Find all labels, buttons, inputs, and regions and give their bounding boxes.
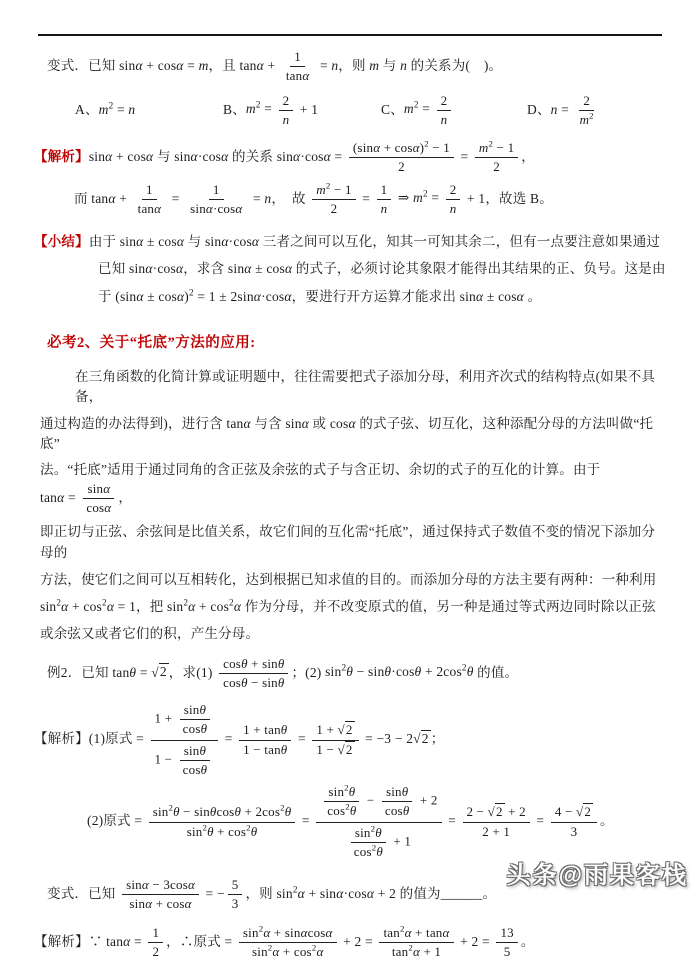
fraction-numerator: [382, 784, 412, 802]
method-paragraph-line3: [34, 460, 666, 518]
math-expression: $m^2$ =: [246, 101, 276, 116]
math-expression: 13: [500, 925, 513, 940]
math-expression: tanα: [138, 201, 162, 216]
text-run: 于: [98, 289, 115, 304]
math-expression: + 1: [463, 190, 485, 205]
math-expression: sinα ± cosα: [460, 289, 524, 304]
text-run: 与: [153, 149, 174, 164]
fraction-denominator: [125, 895, 195, 912]
math-expression: tanα: [286, 68, 310, 83]
text-run: 而: [74, 190, 91, 205]
fraction-numerator: [180, 743, 210, 761]
fraction-numerator: [148, 925, 163, 943]
math-expression: $\sin^2\theta - \sin\theta\cdot\cos\theta + 2\cos^2\theta$: [325, 664, 473, 679]
text-run: 。: [600, 813, 614, 828]
fraction: [149, 804, 296, 840]
math-expression: tanα =: [40, 490, 79, 505]
analysis1-line1: [34, 139, 666, 177]
example2-analysis-part1: [34, 700, 666, 780]
math-expression: 1: [294, 49, 301, 64]
math-expression: sinα·cosα: [174, 149, 228, 164]
text-run: 或: [309, 416, 330, 431]
fraction: [551, 804, 597, 840]
top-rule: [38, 34, 662, 36]
math-expression: $\cos^2\theta$: [354, 844, 383, 859]
fraction-numerator: [579, 93, 594, 111]
text-run: ， 故: [271, 190, 309, 205]
text-run: ，∴原式: [166, 933, 221, 948]
option-A: [75, 100, 223, 120]
math-expression: $\sin^2\theta - \sin\theta\cos\theta + 2\cos^2\theta$: [153, 804, 292, 819]
math-expression: $\sin^2\alpha + \cos^2\alpha = 1$: [40, 599, 136, 614]
text-run: ，且: [209, 58, 240, 73]
fraction-numerator: [312, 182, 355, 200]
fraction-numerator: [239, 722, 291, 740]
math-expression: 1 + √2: [316, 721, 354, 737]
math-expression: $m^2 - 1$: [479, 140, 514, 155]
math-expression: =: [221, 731, 236, 746]
math-expression: 2: [450, 182, 457, 197]
fraction-denominator: [381, 802, 414, 819]
text-run: 由于: [89, 234, 120, 249]
text-run: ______: [441, 886, 483, 901]
text-run: ，故选 B。: [485, 190, 553, 205]
fraction-numerator: [312, 722, 358, 740]
math-expression: $\cos^2\theta$: [327, 803, 356, 818]
text-run: ，: [521, 149, 535, 164]
math-expression: n: [441, 112, 448, 127]
text-run: 的关系为( )。: [407, 58, 502, 73]
fraction-numerator: [83, 481, 114, 499]
math-expression: sinθ: [184, 702, 206, 717]
math-expression: cosθ: [385, 803, 410, 818]
section-label: 【小结】: [34, 234, 89, 249]
text-run: 【解析】(1)原式: [34, 731, 133, 746]
math-expression: =: [445, 813, 460, 828]
analysis1-line2: [34, 181, 666, 219]
fraction-numerator: [180, 702, 210, 720]
math-expression: sinα ± cosα: [120, 234, 184, 249]
fraction-denominator: [489, 158, 504, 175]
math-expression: cosθ + sinθ: [223, 656, 284, 671]
text-run: 例2．已知: [47, 664, 112, 679]
math-expression: $\tan^2\alpha + 1$: [392, 944, 441, 959]
summary-line3: [34, 287, 666, 307]
text-run: ，求含: [183, 261, 228, 276]
text-run: 的式子弦、切互化，这种添配分母的方法叫做“托底”: [40, 416, 653, 451]
math-expression: 2: [398, 159, 405, 174]
math-expression: sinα: [285, 416, 309, 431]
math-expression: n: [450, 201, 457, 216]
math-expression: 1 − √2: [316, 741, 354, 757]
math-expression: =: [131, 813, 146, 828]
math-expression: 2: [283, 93, 290, 108]
math-expression: =: [457, 149, 472, 164]
fraction-numerator: [142, 182, 157, 200]
fraction: [179, 743, 212, 779]
fraction-denominator: [179, 761, 212, 778]
math-expression: =: [533, 813, 548, 828]
text-run: ；: [431, 731, 445, 746]
options-row: [34, 92, 666, 130]
math-expression: 4 − √2: [555, 803, 593, 819]
text-run: ，把: [136, 599, 167, 614]
text-run: 法。“托底”适用于通过同角的含正弦及余弦的式子与含正切、余切的式子的互化的计算。由于: [40, 462, 600, 477]
fraction: [381, 784, 414, 820]
fraction: [239, 722, 291, 758]
option-C: [381, 92, 527, 130]
text-run: 或余弦又或者它们的积，产生分母。: [40, 626, 259, 641]
math-expression: 3: [232, 896, 239, 911]
text-run: 。: [524, 289, 541, 304]
math-expression: + 1: [390, 833, 411, 848]
math-expression: sinθ: [386, 784, 408, 799]
text-run: ，求(1): [169, 664, 216, 679]
fraction-numerator: [151, 701, 219, 741]
method-paragraph-line6: [34, 597, 666, 617]
math-expression: sinα − 3cosα: [126, 877, 195, 892]
text-run: 的式子，必须讨论其象限才能得出其结果的正、负号。这是由: [292, 261, 665, 276]
math-expression: =: [298, 813, 313, 828]
method-paragraph-line7: [34, 624, 666, 644]
math-expression: 1 + tanθ: [243, 722, 287, 737]
math-expression: sinα·cosα =: [277, 149, 346, 164]
fraction: [496, 925, 517, 961]
text-run: 的值。: [474, 664, 519, 679]
math-expression: 1 −: [155, 751, 176, 766]
fraction-denominator: [239, 741, 291, 758]
math-expression: $\sin^2\alpha + \sin\alpha\cdot\cos\alpha + 2$: [276, 886, 396, 901]
math-expression: m: [369, 58, 379, 73]
math-expression: = −: [202, 886, 225, 901]
text-run: 与: [184, 234, 205, 249]
math-expression: cosθ: [183, 762, 208, 777]
fraction: [377, 182, 392, 218]
math-expression: sinθ: [184, 743, 206, 758]
fraction-numerator: [228, 877, 243, 895]
fraction-numerator: [219, 656, 288, 674]
fraction-denominator: [350, 843, 387, 860]
fraction: [279, 93, 294, 129]
fraction: [312, 182, 355, 218]
fraction: [228, 877, 243, 913]
math-expression: tanθ = √2: [112, 663, 168, 679]
text-run: 即正切与正弦、余弦间是比值关系，故它们间的互化需“托底”，通过保持式子数值不变的情况下添加分母的: [40, 524, 655, 559]
fraction: [437, 93, 452, 129]
fraction-numerator: [316, 783, 441, 823]
fraction-numerator: [209, 182, 224, 200]
text-run: 的值为: [396, 886, 441, 901]
text-run: 通过构造的办法得到)，进行含: [40, 416, 226, 431]
fraction: [282, 49, 314, 85]
math-expression: cosα: [86, 500, 111, 515]
text-run: ；(2): [291, 664, 325, 679]
fraction: [148, 925, 163, 961]
example2-problem: [34, 655, 666, 693]
variation1-problem: [34, 48, 666, 86]
summary-line2: [34, 259, 666, 279]
math-expression: $\sin^2\alpha + \sin\alpha\cos\alpha$: [243, 925, 333, 940]
text-run: 与含: [251, 416, 286, 431]
math-expression: −: [363, 793, 377, 808]
math-expression: n: [381, 201, 388, 216]
text-run: 与: [379, 58, 400, 73]
math-expression: $\sin^2\theta + \cos^2\theta$: [187, 824, 258, 839]
fraction: [349, 140, 454, 176]
text-run: B、: [223, 101, 246, 116]
fraction-denominator: [478, 823, 514, 840]
text-run: ，要进行开方运算才能求出: [292, 289, 460, 304]
fraction: [312, 722, 358, 758]
fraction-denominator: [179, 720, 212, 737]
fraction: [186, 182, 246, 218]
math-expression: 2: [441, 93, 448, 108]
fraction-numerator: [349, 140, 454, 158]
math-expression: n: [283, 112, 290, 127]
text-run: 已知: [98, 261, 129, 276]
math-expression: + 1: [296, 101, 318, 116]
math-expression: $\sin^2\alpha + \cos^2\alpha$: [167, 599, 241, 614]
text-run: 三者之间可以互化，知其一可知其余二，但有一点要注意如果通过: [259, 234, 660, 249]
watermark: 头条@雨果客栈: [507, 855, 688, 890]
math-expression: cosθ: [183, 721, 208, 736]
math-expression: 1 − tanθ: [243, 742, 287, 757]
fraction-denominator: [148, 943, 163, 960]
fraction-denominator: [312, 741, 358, 758]
math-expression: = n: [249, 190, 271, 205]
fraction-denominator: [446, 200, 461, 217]
math-expression: =: [221, 933, 236, 948]
math-expression: $m^2 = n$: [99, 102, 136, 117]
math-expression: sinα·cosα: [190, 201, 242, 216]
math-expression: = n: [316, 58, 338, 73]
math-expression: = −3 − 2√2: [362, 730, 431, 746]
fraction-denominator: [151, 741, 219, 780]
math-expression: 2 − √2 + 2: [467, 803, 526, 819]
math-expression: sinα·cosα: [129, 261, 183, 276]
fraction: [446, 182, 461, 218]
fraction-numerator: [379, 925, 453, 943]
math-expression: 5: [504, 944, 511, 959]
fraction-numerator: [446, 182, 461, 200]
fraction-denominator: [279, 111, 294, 128]
fraction-denominator: [82, 499, 115, 516]
fraction-denominator: [437, 111, 452, 128]
math-expression: 2: [583, 93, 590, 108]
math-expression: 1: [381, 182, 388, 197]
text-run: 。: [482, 886, 496, 901]
method-paragraph-line2: [34, 414, 666, 455]
text-run: C、: [381, 101, 404, 116]
text-run: ，则: [245, 886, 276, 901]
fraction-numerator: [324, 784, 359, 802]
fraction-denominator: [500, 943, 515, 960]
math-expression: =: [359, 190, 374, 205]
fraction-numerator: [290, 49, 305, 67]
math-expression: 1: [152, 925, 159, 940]
fraction-numerator: [475, 140, 518, 158]
fraction-denominator: [394, 158, 409, 175]
example2-analysis-part2: [34, 782, 666, 862]
section-heading: [34, 333, 666, 355]
math-expression: $\tan^2\alpha + \tan\alpha$: [383, 925, 449, 940]
fraction-numerator: [463, 804, 530, 822]
fraction-denominator: [576, 111, 598, 128]
summary-line1: [34, 232, 666, 252]
text-run: 变式．已知: [47, 58, 119, 73]
math-expression: tanα +: [240, 58, 279, 73]
math-expression: 3: [571, 824, 578, 839]
math-expression: =: [294, 731, 309, 746]
text-run: 的关系: [228, 149, 276, 164]
fraction-denominator: [343, 823, 415, 862]
fraction-denominator: [219, 674, 288, 691]
math-expression: $(\sin\alpha \pm \cos\alpha)^2 = 1 \pm 2\sin\alpha\cdot\cos\alpha$: [115, 289, 291, 304]
fraction-denominator: [228, 895, 243, 912]
fraction: [219, 656, 288, 692]
text-run: (2)原式: [87, 813, 131, 828]
text-run: 在三角函数的化简计算或证明题中，往往需要把式子添加分母，利用齐次式的结构特点(如果不具备，: [75, 369, 655, 404]
math-expression: n: [400, 58, 407, 73]
text-run: ，: [118, 490, 132, 505]
math-expression: + 2 =: [340, 933, 377, 948]
section-label: 【解析】: [34, 149, 89, 164]
fraction: [151, 701, 219, 779]
math-expression: $m^2 - 1$: [316, 182, 351, 197]
text-run: 变式．已知: [47, 886, 119, 901]
fraction-numerator: [496, 925, 517, 943]
math-expression: $\sin^2\theta$: [328, 784, 355, 799]
math-expression: sinα + cosα = m: [119, 58, 208, 73]
fraction-numerator: [437, 93, 452, 111]
math-expression: cosθ − sinθ: [223, 675, 284, 690]
math-expression: sinα ± cosα: [228, 261, 292, 276]
fraction: [350, 825, 387, 861]
math-expression: ⇒ $m^2$ =: [394, 190, 442, 205]
text-run: ，则: [338, 58, 369, 73]
option-D: [527, 92, 601, 130]
math-expression: $\sin^2\alpha + \cos^2\alpha$: [252, 944, 323, 959]
math-expression: $m^2$ =: [404, 101, 434, 116]
fraction-numerator: [279, 93, 294, 111]
fraction-numerator: [351, 825, 386, 843]
fraction-denominator: [134, 200, 166, 217]
math-expression: sinα + cosα: [129, 896, 191, 911]
text-run: D、: [527, 101, 551, 116]
math-expression: 2: [152, 944, 159, 959]
fraction: [475, 140, 518, 176]
math-expression: 1: [213, 182, 220, 197]
math-expression: 2: [331, 201, 338, 216]
math-expression: n =: [551, 101, 573, 116]
math-expression: 1 +: [155, 711, 176, 726]
math-expression: $m^2$: [580, 112, 594, 127]
variation2-analysis: [34, 924, 666, 961]
math-expression: 5: [232, 877, 239, 892]
math-expression: =: [168, 190, 183, 205]
math-expression: 2 + 1: [482, 824, 510, 839]
document-content: [34, 48, 666, 961]
fraction-denominator: [282, 67, 314, 84]
fraction-denominator: [377, 200, 392, 217]
math-expression: tanα =: [106, 933, 145, 948]
fraction: [134, 182, 166, 218]
math-expression: sinα: [87, 481, 110, 496]
method-paragraph-line5: [34, 570, 666, 590]
method-paragraph-line4: [34, 522, 666, 563]
math-expression: $\sin^2\theta$: [355, 825, 382, 840]
fraction-numerator: [377, 182, 392, 200]
math-expression: $(\sin\alpha + \cos\alpha)^2 - 1$: [353, 140, 450, 155]
math-expression: cosα: [330, 416, 356, 431]
math-expression: tanα +: [91, 190, 130, 205]
fraction: [576, 93, 598, 129]
fraction: [323, 784, 360, 820]
fraction: [463, 804, 530, 840]
fraction: [239, 925, 337, 961]
fraction-denominator: [323, 802, 360, 819]
fraction-denominator: [186, 200, 246, 217]
fraction-denominator: [327, 200, 342, 217]
fraction-denominator: [388, 943, 445, 960]
text-run: A、: [75, 102, 99, 117]
fraction-denominator: [248, 943, 327, 960]
math-expression: + 2 =: [457, 933, 494, 948]
math-expression: tanα: [226, 416, 250, 431]
math-expression: + 2: [416, 793, 437, 808]
math-expression: 1: [146, 182, 153, 197]
text-run: 作为分母，并不改变原式的值，另一种是通过等式两边同时除以正弦: [241, 599, 656, 614]
text-run: 【解析】∵: [34, 933, 106, 948]
fraction: [379, 925, 453, 961]
fraction: [179, 702, 212, 738]
fraction-numerator: [122, 877, 199, 895]
section-label: 必考2、关于“托底”方法的应用:: [47, 335, 256, 351]
fraction-denominator: [567, 823, 582, 840]
method-paragraph-line1: [34, 367, 666, 408]
option-B: [223, 92, 381, 130]
fraction-numerator: [149, 804, 296, 822]
fraction: [82, 481, 115, 517]
text-run: 。: [521, 933, 535, 948]
math-expression: =: [133, 731, 148, 746]
fraction-numerator: [239, 925, 337, 943]
fraction-numerator: [551, 804, 597, 822]
math-expression: 2: [493, 159, 500, 174]
fraction: [122, 877, 199, 913]
math-expression: sinα·cosα: [205, 234, 259, 249]
text-run: 方法，使它们之间可以互相转化，达到根据已知求值的目的。而添加分母的方法主要有两种：一种利用: [40, 572, 657, 587]
fraction-denominator: [183, 823, 262, 840]
fraction: [316, 783, 441, 861]
math-expression: sinα + cosα: [89, 149, 154, 164]
